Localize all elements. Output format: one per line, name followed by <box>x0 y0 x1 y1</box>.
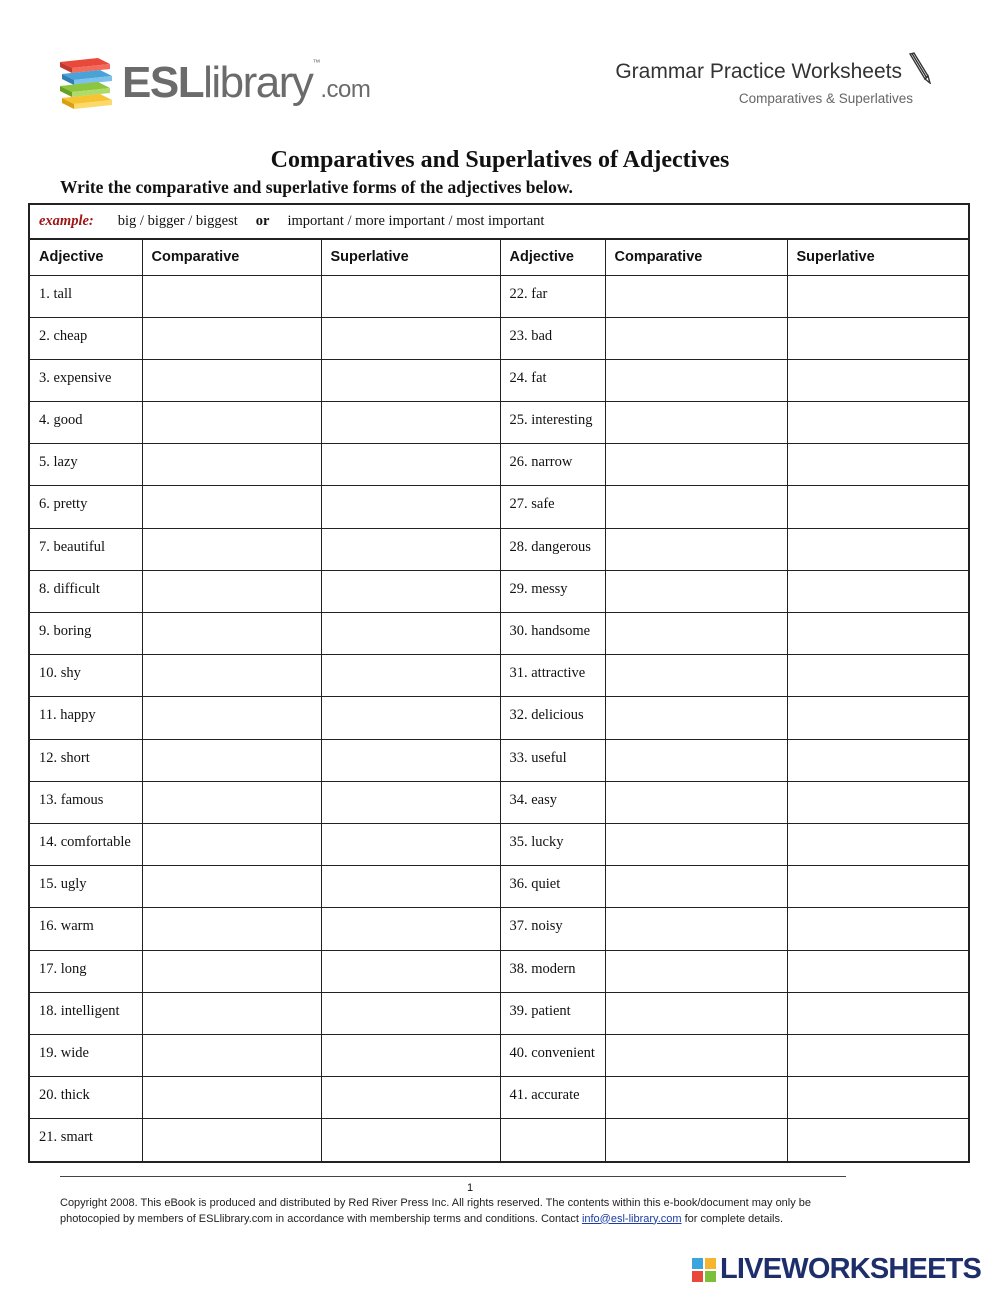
superlative-answer-cell[interactable] <box>321 823 500 865</box>
esl-library-logo <box>58 56 371 116</box>
comparative-answer-cell[interactable] <box>142 444 321 486</box>
superlative-answer-cell[interactable] <box>321 486 500 528</box>
comparative-answer-cell[interactable] <box>605 1077 787 1119</box>
comparative-answer-cell[interactable] <box>605 528 787 570</box>
superlative-answer-cell[interactable] <box>787 486 968 528</box>
table-row <box>30 950 968 992</box>
adjective-cell: 1. tall <box>30 275 142 317</box>
adjective-cell: 21. smart <box>30 1119 142 1161</box>
column-header: Superlative <box>321 240 500 275</box>
superlative-answer-cell[interactable] <box>787 613 968 655</box>
copyright-text-end: for complete details. <box>681 1212 784 1225</box>
comparative-answer-cell[interactable] <box>605 823 787 865</box>
table-row <box>30 444 968 486</box>
comparative-answer-cell[interactable] <box>605 613 787 655</box>
series-subtitle: Comparatives & Superlatives <box>738 91 913 106</box>
comparative-answer-cell[interactable] <box>605 402 787 444</box>
superlative-answer-cell[interactable] <box>321 1034 500 1076</box>
table-row <box>30 486 968 528</box>
comparative-answer-cell[interactable] <box>142 402 321 444</box>
adjective-cell: 9. boring <box>30 613 142 655</box>
adjective-cell: 41. accurate <box>500 1077 605 1119</box>
comparative-answer-cell[interactable] <box>605 444 787 486</box>
email-link[interactable]: info@esl-library.com <box>581 1212 682 1225</box>
adjective-cell: 33. useful <box>500 739 605 781</box>
superlative-answer-cell[interactable] <box>321 655 500 697</box>
superlative-answer-cell[interactable] <box>321 697 500 739</box>
table-row <box>30 739 968 781</box>
table-row <box>30 655 968 697</box>
superlative-answer-cell[interactable] <box>321 1119 500 1161</box>
table-row <box>30 866 968 908</box>
superlative-answer-cell[interactable] <box>321 739 500 781</box>
comparative-answer-cell[interactable] <box>142 359 321 401</box>
superlative-answer-cell[interactable] <box>321 528 500 570</box>
comparative-answer-cell[interactable] <box>605 275 787 317</box>
adjective-cell: 11. happy <box>30 697 142 739</box>
superlative-answer-cell[interactable] <box>321 992 500 1034</box>
example-row <box>30 205 968 240</box>
adjective-cell: 4. good <box>30 402 142 444</box>
comparative-answer-cell[interactable] <box>605 1119 787 1161</box>
comparative-answer-cell[interactable] <box>142 1077 321 1119</box>
table-row <box>30 613 968 655</box>
table-row <box>30 908 968 950</box>
example-second: important / more important / most important <box>287 213 545 229</box>
adjective-cell: 31. attractive <box>500 655 605 697</box>
copyright-notice <box>60 1196 860 1227</box>
adjective-cell: 24. fat <box>500 359 605 401</box>
comparative-answer-cell[interactable] <box>605 317 787 359</box>
example-or: or <box>255 213 270 229</box>
superlative-answer-cell[interactable] <box>787 992 968 1034</box>
superlative-answer-cell[interactable] <box>321 950 500 992</box>
superlative-answer-cell[interactable] <box>787 528 968 570</box>
adjective-cell: 39. patient <box>500 992 605 1034</box>
column-header: Superlative <box>787 240 968 275</box>
adjective-cell: 30. handsome <box>500 613 605 655</box>
superlative-answer-cell[interactable] <box>321 317 500 359</box>
liveworksheets-watermark <box>692 1253 992 1287</box>
superlative-answer-cell[interactable] <box>787 1119 968 1161</box>
comparative-answer-cell[interactable] <box>142 655 321 697</box>
adjective-cell: 12. short <box>30 739 142 781</box>
worksheet-table <box>28 203 970 1163</box>
comparative-answer-cell[interactable] <box>142 528 321 570</box>
superlative-answer-cell[interactable] <box>787 823 968 865</box>
superlative-answer-cell[interactable] <box>787 1077 968 1119</box>
adjective-cell: 35. lucky <box>500 823 605 865</box>
adjective-cell: 26. narrow <box>500 444 605 486</box>
comparative-answer-cell[interactable] <box>142 613 321 655</box>
comparative-answer-cell[interactable] <box>605 781 787 823</box>
adjective-cell: 27. safe <box>500 486 605 528</box>
adjective-cell: 18. intelligent <box>30 992 142 1034</box>
adjective-cell: 8. difficult <box>30 570 142 612</box>
superlative-answer-cell[interactable] <box>787 697 968 739</box>
table-row <box>30 359 968 401</box>
adjective-cell: 3. expensive <box>30 359 142 401</box>
comparative-answer-cell[interactable] <box>142 950 321 992</box>
table-row <box>30 1119 968 1161</box>
adjective-cell: 13. famous <box>30 781 142 823</box>
adjective-table <box>30 240 968 1161</box>
superlative-answer-cell[interactable] <box>321 866 500 908</box>
books-logo-icon <box>58 56 114 112</box>
comparative-answer-cell[interactable] <box>605 739 787 781</box>
comparative-answer-cell[interactable] <box>142 1034 321 1076</box>
adjective-cell: 40. convenient <box>500 1034 605 1076</box>
superlative-answer-cell[interactable] <box>787 908 968 950</box>
adjective-cell: 25. interesting <box>500 402 605 444</box>
superlative-answer-cell[interactable] <box>787 402 968 444</box>
liveworksheets-squares-icon <box>692 1258 718 1282</box>
comparative-answer-cell[interactable] <box>605 908 787 950</box>
comparative-answer-cell[interactable] <box>142 570 321 612</box>
table-row <box>30 275 968 317</box>
table-row <box>30 823 968 865</box>
superlative-answer-cell[interactable] <box>321 781 500 823</box>
column-header: Adjective <box>30 240 142 275</box>
adjective-cell: 15. ugly <box>30 866 142 908</box>
superlative-answer-cell[interactable] <box>321 444 500 486</box>
footer-divider <box>60 1176 846 1177</box>
adjective-cell: 37. noisy <box>500 908 605 950</box>
comparative-answer-cell[interactable] <box>605 359 787 401</box>
comparative-answer-cell[interactable] <box>605 950 787 992</box>
superlative-answer-cell[interactable] <box>787 570 968 612</box>
comparative-answer-cell[interactable] <box>142 823 321 865</box>
table-row <box>30 1077 968 1119</box>
superlative-answer-cell[interactable] <box>787 275 968 317</box>
comparative-answer-cell[interactable] <box>605 655 787 697</box>
column-header: Adjective <box>500 240 605 275</box>
example-first: big / bigger / biggest <box>117 213 238 229</box>
superlative-answer-cell[interactable] <box>321 275 500 317</box>
adjective-cell: 29. messy <box>500 570 605 612</box>
page-title: Comparatives and Superlatives of Adjectives <box>270 147 730 173</box>
comparative-answer-cell[interactable] <box>605 486 787 528</box>
comparative-answer-cell[interactable] <box>605 697 787 739</box>
comparative-answer-cell[interactable] <box>142 866 321 908</box>
adjective-cell: 38. modern <box>500 950 605 992</box>
adjective-cell: 36. quiet <box>500 866 605 908</box>
comparative-answer-cell[interactable] <box>142 781 321 823</box>
superlative-answer-cell[interactable] <box>321 908 500 950</box>
superlative-answer-cell[interactable] <box>321 402 500 444</box>
logo-wordmark: ESLlibrary™.com <box>122 58 371 107</box>
comparative-answer-cell[interactable] <box>142 739 321 781</box>
table-row <box>30 781 968 823</box>
superlative-answer-cell[interactable] <box>321 570 500 612</box>
superlative-answer-cell[interactable] <box>321 1077 500 1119</box>
superlative-answer-cell[interactable] <box>787 444 968 486</box>
superlative-answer-cell[interactable] <box>321 359 500 401</box>
superlative-answer-cell[interactable] <box>787 317 968 359</box>
adjective-cell <box>500 1119 605 1161</box>
superlative-answer-cell[interactable] <box>787 655 968 697</box>
liveworksheets-text: LIVEWORKSHEETS <box>720 1253 982 1285</box>
adjective-cell: 32. delicious <box>500 697 605 739</box>
comparative-answer-cell[interactable] <box>142 317 321 359</box>
superlative-answer-cell[interactable] <box>321 613 500 655</box>
table-row <box>30 402 968 444</box>
adjective-cell: 17. long <box>30 950 142 992</box>
column-header: Comparative <box>605 240 787 275</box>
table-row <box>30 697 968 739</box>
adjective-cell: 19. wide <box>30 1034 142 1076</box>
header-row <box>30 240 968 275</box>
adjective-cell: 34. easy <box>500 781 605 823</box>
comparative-answer-cell[interactable] <box>142 992 321 1034</box>
comparative-answer-cell[interactable] <box>142 275 321 317</box>
column-header: Comparative <box>142 240 321 275</box>
adjective-cell: 5. lazy <box>30 444 142 486</box>
superlative-answer-cell[interactable] <box>787 866 968 908</box>
adjective-cell: 6. pretty <box>30 486 142 528</box>
series-title: Grammar Practice Worksheets <box>615 60 902 83</box>
adjective-cell: 2. cheap <box>30 317 142 359</box>
example-label: example: <box>39 213 94 229</box>
table-row <box>30 570 968 612</box>
comparative-answer-cell[interactable] <box>142 697 321 739</box>
superlative-answer-cell[interactable] <box>787 950 968 992</box>
adjective-cell: 10. shy <box>30 655 142 697</box>
table-row <box>30 317 968 359</box>
comparative-answer-cell[interactable] <box>605 992 787 1034</box>
comparative-answer-cell[interactable] <box>605 1034 787 1076</box>
copyright-text: Copyright 2008. This eBook is produced and distributed by Red River Press Inc. All rights reserved. The contents within this e-book/document may only be photocopied by members of ESLlibrary.com in accordance with membership terms and conditions. Contact <box>60 1197 812 1225</box>
superlative-answer-cell[interactable] <box>787 739 968 781</box>
superlative-answer-cell[interactable] <box>787 781 968 823</box>
table-row <box>30 992 968 1034</box>
superlative-answer-cell[interactable] <box>787 1034 968 1076</box>
adjective-cell: 28. dangerous <box>500 528 605 570</box>
table-row <box>30 528 968 570</box>
pencil-icon <box>904 52 932 84</box>
adjective-cell: 23. bad <box>500 317 605 359</box>
adjective-cell: 7. beautiful <box>30 528 142 570</box>
table-row <box>30 1034 968 1076</box>
comparative-answer-cell[interactable] <box>605 866 787 908</box>
comparative-answer-cell[interactable] <box>142 908 321 950</box>
comparative-answer-cell[interactable] <box>142 1119 321 1161</box>
instructions: Write the comparative and superlative forms of the adjectives below. <box>60 177 573 197</box>
superlative-answer-cell[interactable] <box>787 359 968 401</box>
adjective-cell: 20. thick <box>30 1077 142 1119</box>
page-number: 1 <box>466 1182 474 1194</box>
comparative-answer-cell[interactable] <box>142 486 321 528</box>
adjective-cell: 16. warm <box>30 908 142 950</box>
adjective-cell: 14. comfortable <box>30 823 142 865</box>
adjective-cell: 22. far <box>500 275 605 317</box>
comparative-answer-cell[interactable] <box>605 570 787 612</box>
